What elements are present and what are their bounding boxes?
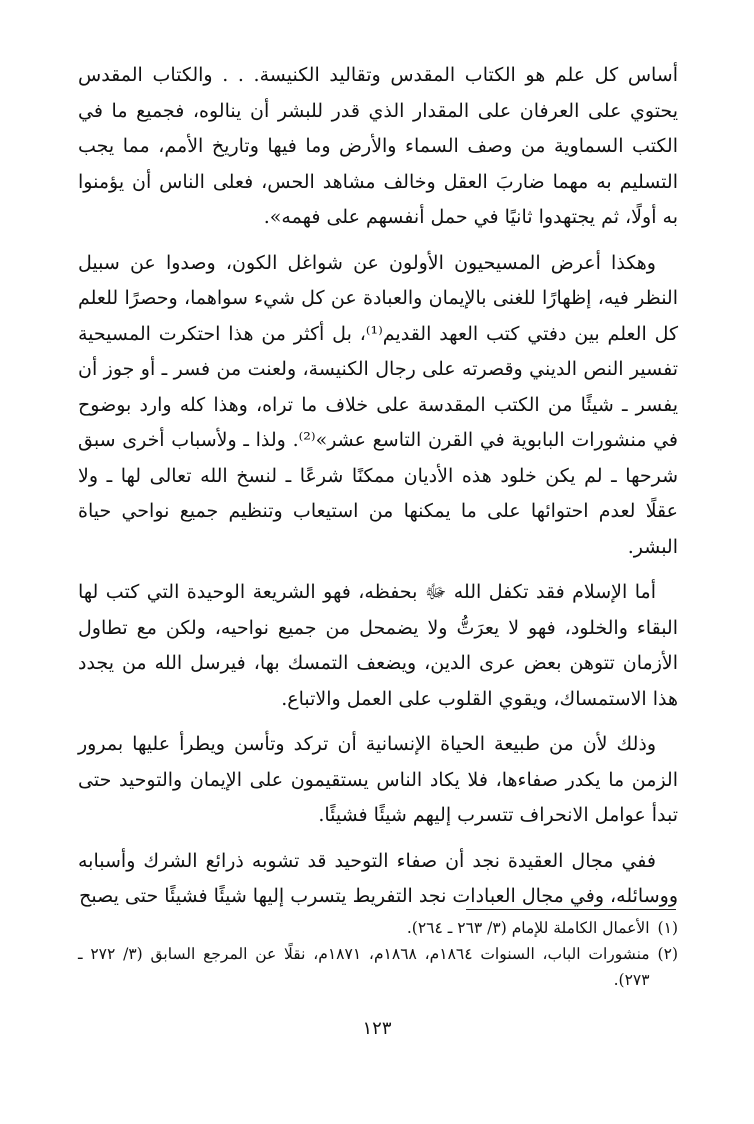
footnote-mark: (٢) — [657, 945, 678, 963]
paragraph: أما الإسلام فقد تكفل الله ﷻ بحفظه، فهو الشريعة الوحيدة التي كتب لها البقاء والخلود، فهو لا يعرَتُّ ولا يضمحل من جميع نواحيه، ولكن مع تطاول الأزمان تتوهن بعض عرى الدين، ويضعف التمسك بها، فيرسل الله من يجدد هذا الاستمساك، ويقوي القلوب على العمل والاتباع. — [78, 581, 678, 710]
paragraph: أساس كل علم هو الكتاب المقدس وتقاليد الكنيسة. . . والكتاب المقدس يحتوي على العرفان على المقدار الذي قدر للبشر أن ينالوه، فجميع ما في الكتب السماوية من وصف السماء والأرض وما فيها وتاريخ الأمم، مما يجب التسليم به مهما ضاربَ العقل وخالف مشاهد الحس، فعلى الناس أن يؤمنوا به أولًا، ثم يجتهدوا ثانيًا في حمل أنفسهم على فهمه». — [78, 64, 678, 228]
footnote-divider — [466, 909, 676, 910]
footnote-text: الأعمال الكاملة للإمام (٣/ ٢٦٣ ـ ٢٦٤). — [406, 919, 650, 937]
main-text — [78, 58, 678, 925]
footnote — [78, 915, 678, 941]
footnote-text: منشورات الباب، السنوات ١٨٦٤م، ١٨٦٨م، ١٨٧١م، نقلًا عن المرجع السابق (٣/ ٢٧٢ ـ ٢٧٣). — [78, 945, 650, 989]
footnote — [78, 941, 678, 993]
paragraph: ففي مجال العقيدة نجد أن صفاء التوحيد قد تشوبه ذرائع الشرك وأسبابه ووسائله، وفي مجال العبادات نجد التفريط يتسرب إليها شيئًا فشيئًا حتى يصبح — [78, 849, 678, 907]
page-number: ١٢٣ — [362, 1018, 392, 1039]
paragraph: وذلك لأن من طبيعة الحياة الإنسانية أن تركد وتأسن ويطرأ عليها بمرور الزمن ما يكدر صفاءها، فلا يكاد الناس يستقيمون على الإيمان والتوحيد حتى تبدأ عوامل الانحراف تتسرب إليهم شيئًا فشيئًا. — [78, 733, 678, 826]
paragraph: وهكذا أعرض المسيحيون الأولون عن شواغل الكون، وصدوا عن سبيل النظر فيه، إظهارًا للغنى بالإيمان والعبادة عن كل شيء سواهما، وحصرًا للعلم كل العلم بين دفتي كتب العهد القديم⁽¹⁾، بل أكثر من هذا احتكرت المسيحية تفسير النص الديني وقصرته على رجال الكنيسة، ولعنت من فسر ـ أو جوز أن يفسر ـ شيئًا من الكتب المقدسة على خلاف ما تراه، وهذا كله وارد بوضوح في منشورات البابوية في القرن التاسع عشر»⁽²⁾. ولذا ـ ولأسباب أخرى سبق شرحها ـ لم يكن خلود هذه الأديان ممكنًا شرعًا ـ لنسخ الله تعالى لها ـ ولا عقلًا لعدم احتوائها على ما يمكنها من استيعاب وتنظيم جميع نواحي حياة البشر. — [78, 251, 679, 558]
footnotes — [78, 915, 678, 993]
footnote-mark: (١) — [657, 919, 678, 937]
